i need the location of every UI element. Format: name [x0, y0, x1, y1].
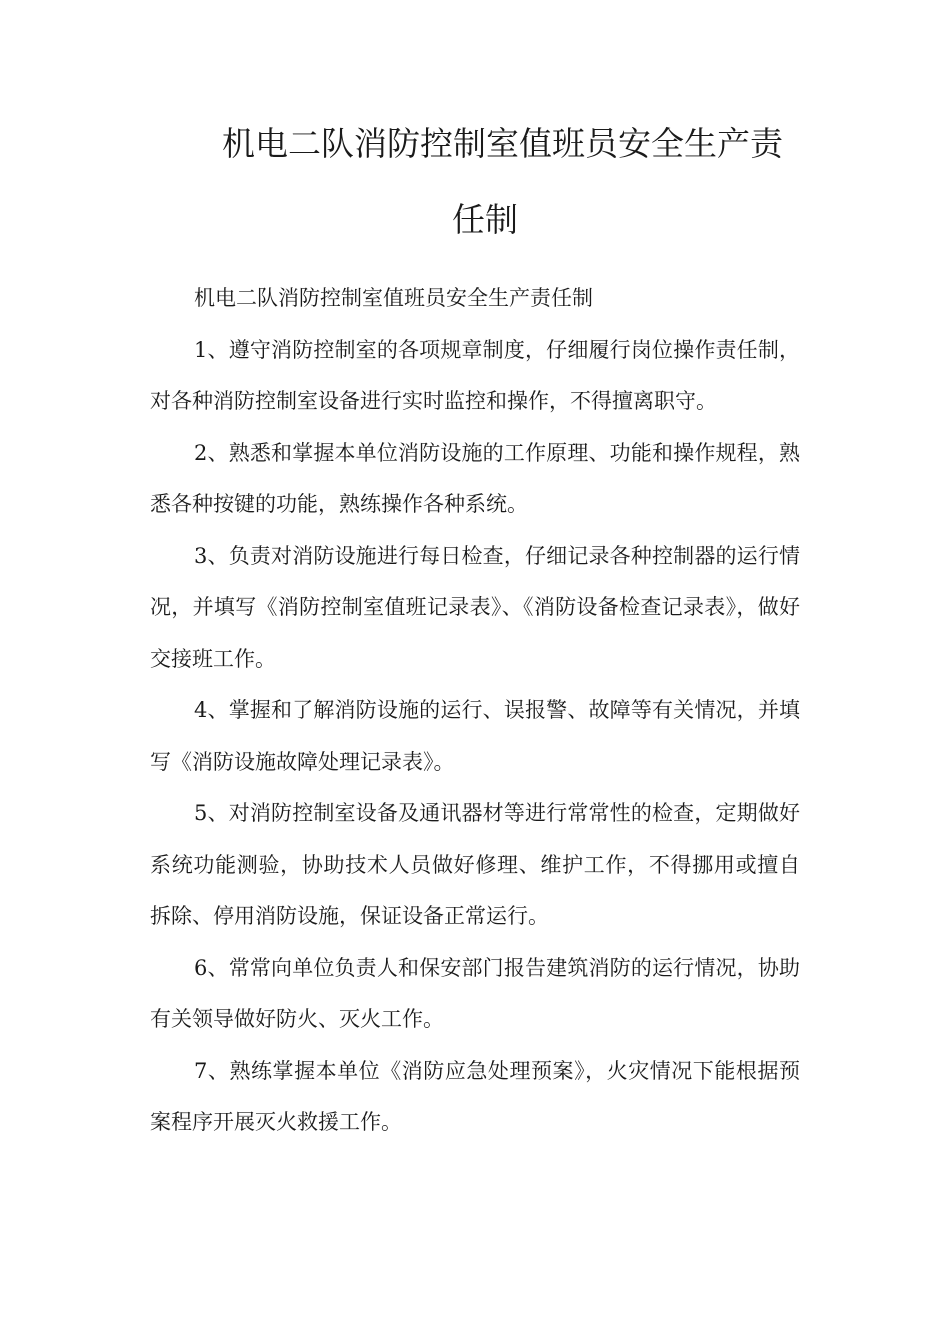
subtitle-paragraph: 机电二队消防控制室值班员安全生产责任制	[194, 286, 593, 310]
clause-3: 3、负责对消防设施进行每日检查，仔细记录各种控制器的运行情况，并填写《消防控制室值班记录表》、《消防设备检查记录表》，做好交接班工作。	[150, 543, 800, 671]
document-title-line-1: 机电二队消防控制室值班员安全生产责	[222, 124, 783, 163]
clause-5: 5、对消防控制室设备及通讯器材等进行常常性的检查，定期做好系统功能测验，协助技术人员做好修理、维护工作，不得挪用或擅自拆除、停用消防设施，保证设备正常运行。	[150, 801, 800, 928]
clause-6: 6、常常向单位负责人和保安部门报告建筑消防的运行情况，协助有关领导做好防火、灭火工作。	[150, 955, 800, 1031]
clause-4: 4、掌握和了解消防设施的运行、误报警、故障等有关情况，并填写《消防设施故障处理记录表》。	[150, 698, 800, 774]
document-body	[150, 273, 800, 1149]
clause-7: 7、熟练掌握本单位《消防应急处理预案》，火灾情况下能根据预案程序开展灭火救援工作。	[150, 1058, 800, 1134]
clause-1: 1、遵守消防控制室的各项规章制度，仔细履行岗位操作责任制，对各种消防控制室设备进行实时监控和操作，不得擅离职守。	[150, 337, 800, 413]
clause-2: 2、熟悉和掌握本单位消防设施的工作原理、功能和操作规程，熟悉各种按键的功能，熟练操作各种系统。	[150, 440, 800, 516]
document-title-line-2: 任制	[452, 200, 518, 239]
